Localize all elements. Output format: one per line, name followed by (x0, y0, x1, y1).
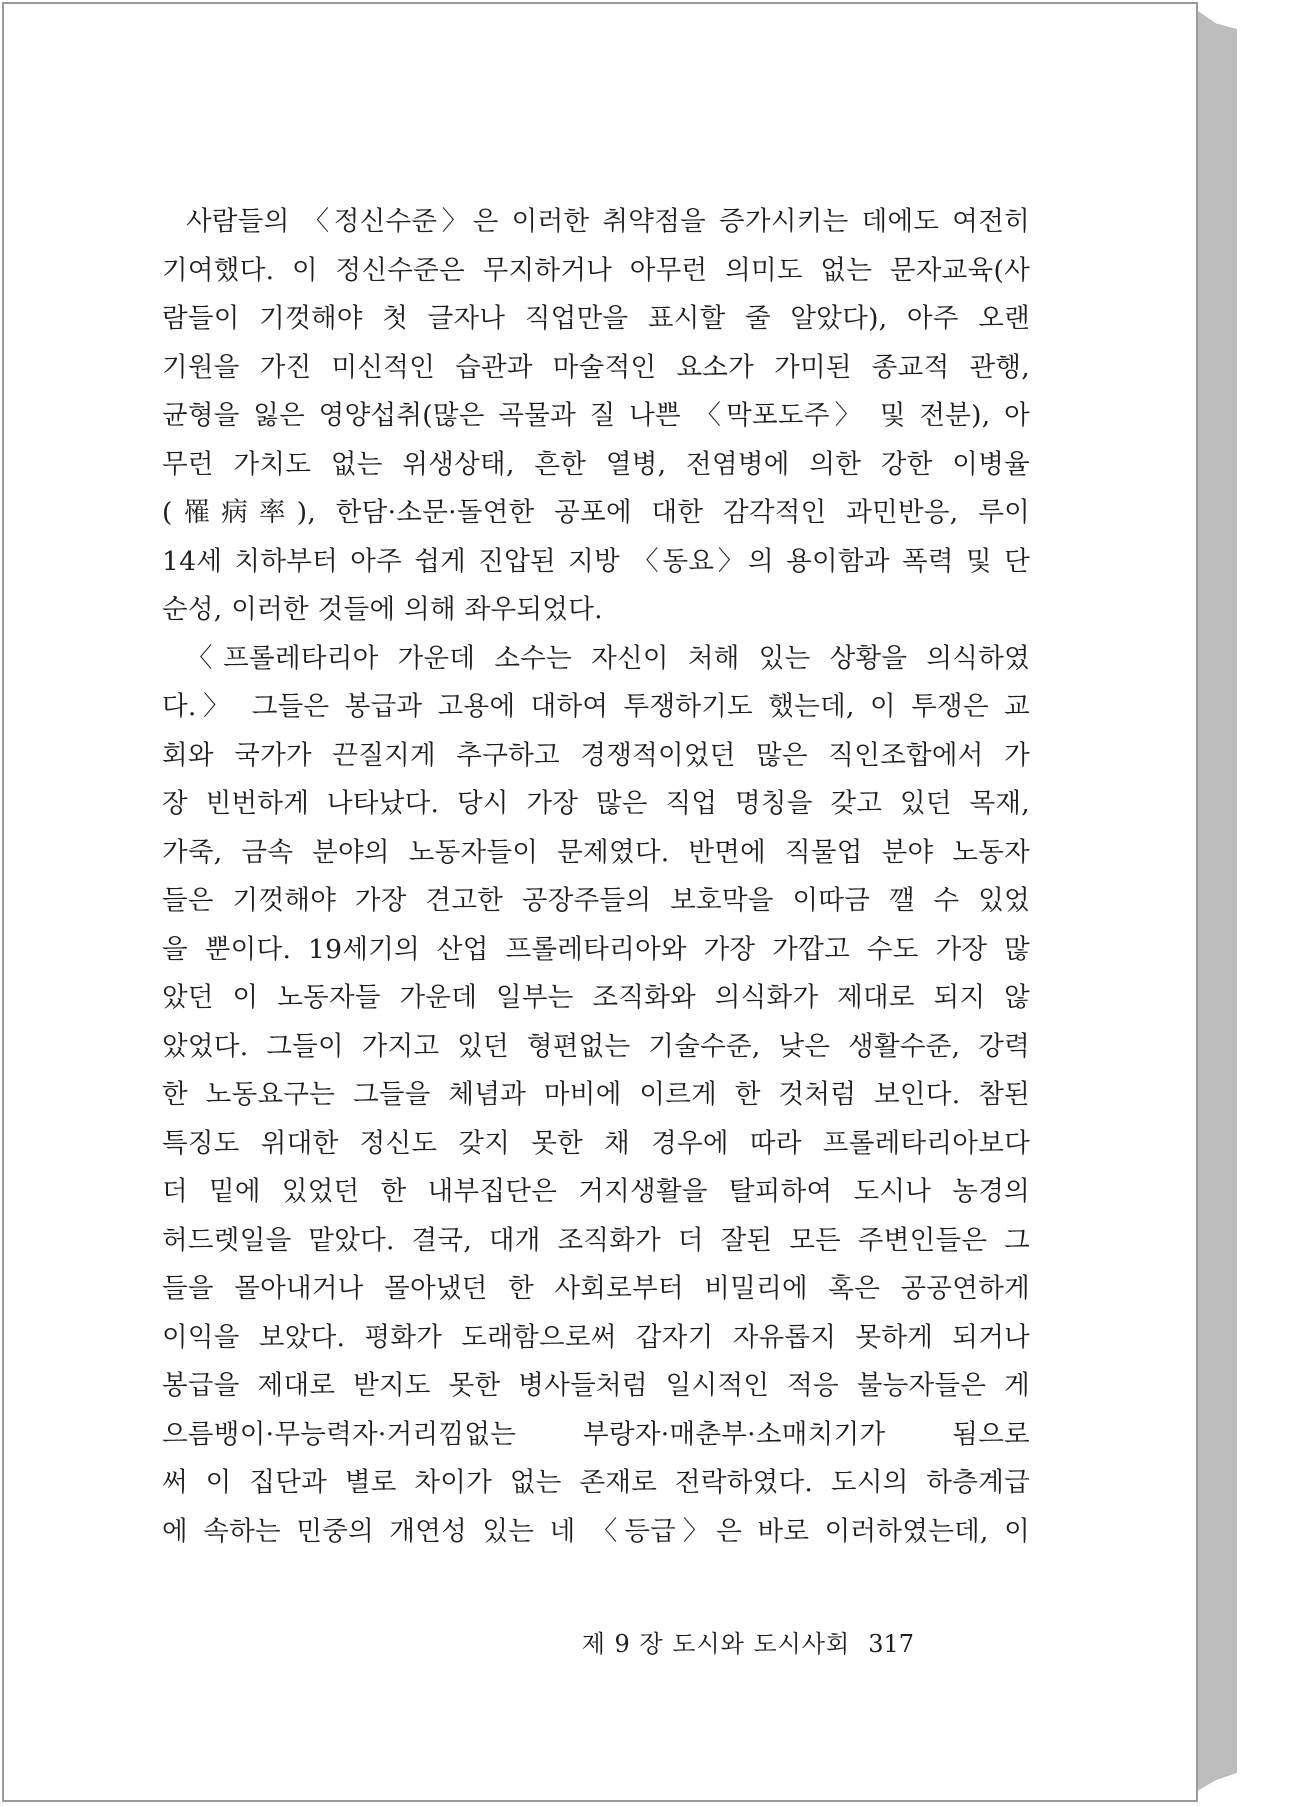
text-line: 기원을 가진 미신적인 습관과 마술적인 요소가 가미된 종교적 관행, (162, 351, 1030, 383)
text-line: 다.〉 그들은 봉급과 고용에 대하여 투쟁하기도 했는데, 이 투쟁은 교 (162, 691, 1030, 722)
text-line: 에 속하는 민중의 개연성 있는 네 〈등급〉은 바로 이러하였는데, 이 (162, 1515, 1030, 1547)
body-text (162, 198, 1030, 1556)
text-line: 았던 이 노동자들 가운데 일부는 조직화와 의식화가 제대로 되지 않 (162, 982, 1030, 1013)
text-line: 회와 국가가 끈질지게 추구하고 경쟁적이었던 많은 직인조합에서 가 (162, 739, 1030, 771)
text-line: 들을 몰아내거나 몰아냈던 한 사회로부터 비밀리에 혹은 공공연하게 (162, 1273, 1030, 1304)
text-line: 았었다. 그들이 가지고 있던 형편없는 기술수준, 낮은 생활수준, 강력 (162, 1030, 1030, 1062)
text-line: 을 뿐이다. 19세기의 산업 프롤레타리아와 가장 가깝고 수도 가장 많 (162, 933, 1030, 965)
text-line: 들은 기껏해야 가장 견고한 공장주들의 보호막을 이따금 깰 수 있었 (162, 885, 1030, 916)
text-line: 기여했다. 이 정신수준은 무지하거나 아무런 의미도 없는 문자교육(사 (162, 254, 1030, 286)
text-line: 균형을 잃은 영양섭취(많은 곡물과 질 나쁜 〈막포도주〉 및 전분), 아 (162, 400, 1030, 431)
text-line: 이익을 보았다. 평화가 도래함으로써 갑자기 자유롭지 못하게 되거나 (162, 1321, 1030, 1353)
text-line: 순성, 이러한 것들에 의해 좌우되었다. (162, 594, 603, 625)
text-line: 더 밑에 있었던 한 내부집단은 거지생활을 탈피하여 도시나 농경의 (162, 1176, 1030, 1207)
text-line: 봉급을 제대로 받지도 못한 병사들처럼 일시적인 적응 불능자들은 게 (162, 1370, 1030, 1401)
text-line: 람들이 기껏해야 첫 글자나 직업만을 표시할 줄 알았다), 아주 오랜 (162, 303, 1030, 334)
page-footer (582, 1624, 914, 1659)
text-line: 가죽, 금속 분야의 노동자들이 문제였다. 반면에 직물업 분야 노동자 (162, 836, 1030, 868)
text-line: 14세 치하부터 아주 쉽게 진압된 지방 〈동요〉의 용이함과 폭력 및 단 (162, 545, 1030, 577)
page-number: 317 (868, 1630, 914, 1658)
text-line: 사람들의 〈정신수준〉은 이러한 취약점을 증가시키는 데에도 여전히 (186, 206, 1030, 237)
text-line: 으름뱅이·무능력자·거리낌없는 부랑자·매춘부·소매치기가 됨으로 (162, 1418, 1030, 1450)
text-line: 한 노동요구는 그들을 체념과 마비에 이르게 한 것처럼 보인다. 참된 (162, 1079, 1030, 1110)
text-line: 허드렛일을 맡았다. 결국, 대개 조직화가 더 잘된 모든 주변인들은 그 (162, 1224, 1030, 1256)
text-line: 특징도 위대한 정신도 갖지 못한 채 경우에 따라 프롤레타리아보다 (162, 1127, 1030, 1159)
text-line: 장 빈번하게 나타났다. 당시 가장 많은 직업 명칭을 갖고 있던 목재, (162, 788, 1030, 819)
chapter-title: 제 9 장 도시와 도시사회 (581, 1630, 851, 1658)
text-line: 〈프롤레타리아 가운데 소수는 자신이 처해 있는 상황을 의식하였 (186, 642, 1030, 674)
book-page (2, 2, 1198, 1802)
text-line: (罹病率), 한담·소문·돌연한 공포에 대한 감각적인 과민반응, 루이 (162, 497, 1030, 528)
text-line: 무런 가치도 없는 위생상태, 흔한 열병, 전염병에 의한 강한 이병율 (162, 448, 1030, 480)
text-line: 써 이 집단과 별로 차이가 없는 존재로 전락하였다. 도시의 하층계급 (162, 1467, 1030, 1498)
